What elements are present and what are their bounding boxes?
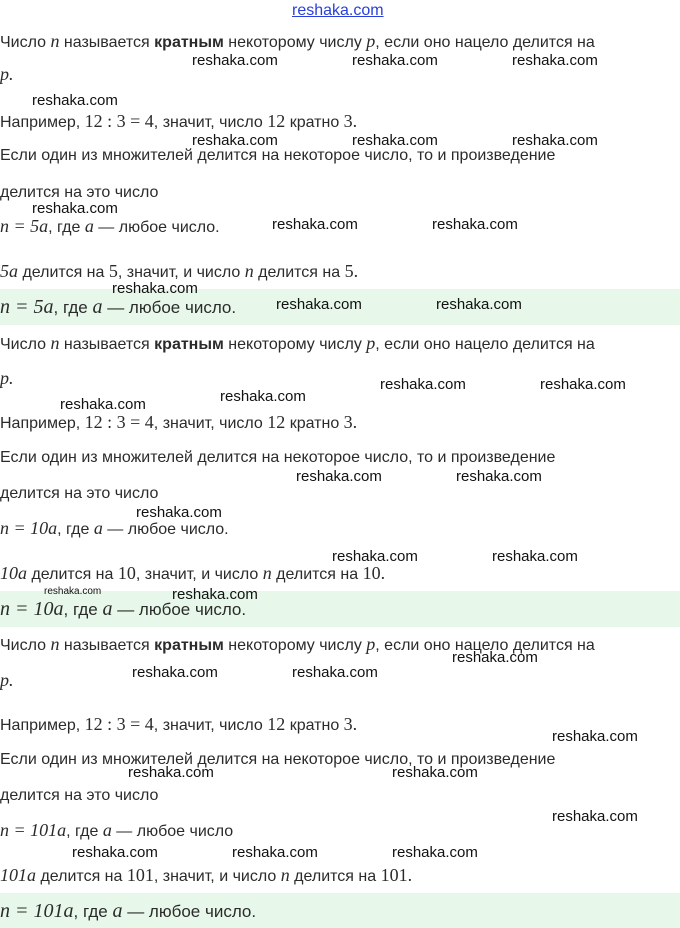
watermark: reshaka.com — [380, 376, 466, 393]
conclusion-line: 101a делится на 101, значит, и число n делится на 101. — [0, 865, 413, 885]
example-line: Например, 12 : 3 = 4, значит, число 12 кратно 3. — [0, 714, 358, 734]
watermark: reshaka.com — [72, 844, 158, 861]
watermark: reshaka.com — [60, 396, 146, 413]
example-line: Например, 12 : 3 = 4, значит, число 12 кратно 3. — [0, 412, 358, 432]
answer-box — [0, 591, 680, 627]
rule-line-1: Если один из множителей делится на некоторое число, то и произведение — [0, 147, 556, 164]
watermark: reshaka.com — [540, 376, 626, 393]
watermark: reshaka.com — [132, 664, 218, 681]
answer-line: n = 10a, где a — любое число. — [0, 598, 247, 620]
formula-line: n = 10a, где a — любое число. — [0, 518, 229, 538]
definition-line-2: p. — [0, 368, 14, 388]
watermark: reshaka.com — [296, 468, 382, 485]
watermark: reshaka.com — [552, 728, 638, 745]
definition-line: Число n называется кратным некоторому числу p, если оно нацело делится на — [0, 634, 595, 654]
rule-line-1: Если один из множителей делится на некоторое число, то и произведение — [0, 751, 556, 768]
definition-line: Число n называется кратным некоторому числу p, если оно нацело делится на — [0, 333, 595, 353]
formula-line: n = 5a, где a — любое число. — [0, 216, 220, 236]
definition-line: Число n называется кратным некоторому числу p, если оно нацело делится на — [0, 31, 595, 51]
watermark: reshaka.com — [32, 92, 118, 109]
conclusion-line: 10a делится на 10, значит, и число n делится на 10. — [0, 563, 386, 583]
watermark: reshaka.com — [436, 296, 522, 313]
rule-line-2: делится на это число — [0, 787, 159, 804]
answer-line: n = 101a, где a — любое число. — [0, 900, 257, 922]
watermark: reshaka.com — [220, 388, 306, 405]
answer-line: n = 5a, где a — любое число. — [0, 296, 237, 318]
watermark: reshaka.com — [456, 468, 542, 485]
watermark: reshaka.com — [392, 764, 478, 781]
watermark: reshaka.com — [32, 200, 118, 217]
definition-line-2: p. — [0, 64, 14, 84]
watermark: reshaka.com — [128, 764, 214, 781]
rule-line-2: делится на это число — [0, 485, 159, 502]
watermark: reshaka.com — [512, 52, 598, 69]
watermark: reshaka.com — [272, 216, 358, 233]
watermark: reshaka.com — [332, 548, 418, 565]
example-line: Например, 12 : 3 = 4, значит, число 12 кратно 3. — [0, 111, 358, 131]
watermark: reshaka.com — [44, 586, 102, 597]
watermark: reshaka.com — [232, 844, 318, 861]
watermark: reshaka.com — [136, 504, 222, 521]
watermark: reshaka.com — [392, 844, 478, 861]
formula-line: n = 101a, где a — любое число — [0, 820, 234, 840]
watermark: reshaka.com — [512, 132, 598, 149]
watermark: reshaka.com — [172, 586, 258, 603]
watermark: reshaka.com — [492, 548, 578, 565]
watermark: reshaka.com — [452, 649, 538, 666]
watermark: reshaka.com — [292, 664, 378, 681]
watermark: reshaka.com — [432, 216, 518, 233]
answer-box — [0, 893, 680, 928]
watermark: reshaka.com — [192, 132, 278, 149]
rule-line-2: делится на это число — [0, 184, 159, 201]
watermark: reshaka.com — [552, 808, 638, 825]
watermark: reshaka.com — [276, 296, 362, 313]
watermark: reshaka.com — [352, 132, 438, 149]
rule-line-1: Если один из множителей делится на некоторое число, то и произведение — [0, 449, 556, 466]
conclusion-line: 5a делится на 5, значит, и число n делится на 5. — [0, 261, 359, 281]
watermark: reshaka.com — [112, 280, 198, 297]
watermark: reshaka.com — [352, 52, 438, 69]
site-link[interactable]: reshaka.com — [292, 2, 384, 19]
definition-line-2: p. — [0, 670, 14, 690]
watermark: reshaka.com — [192, 52, 278, 69]
